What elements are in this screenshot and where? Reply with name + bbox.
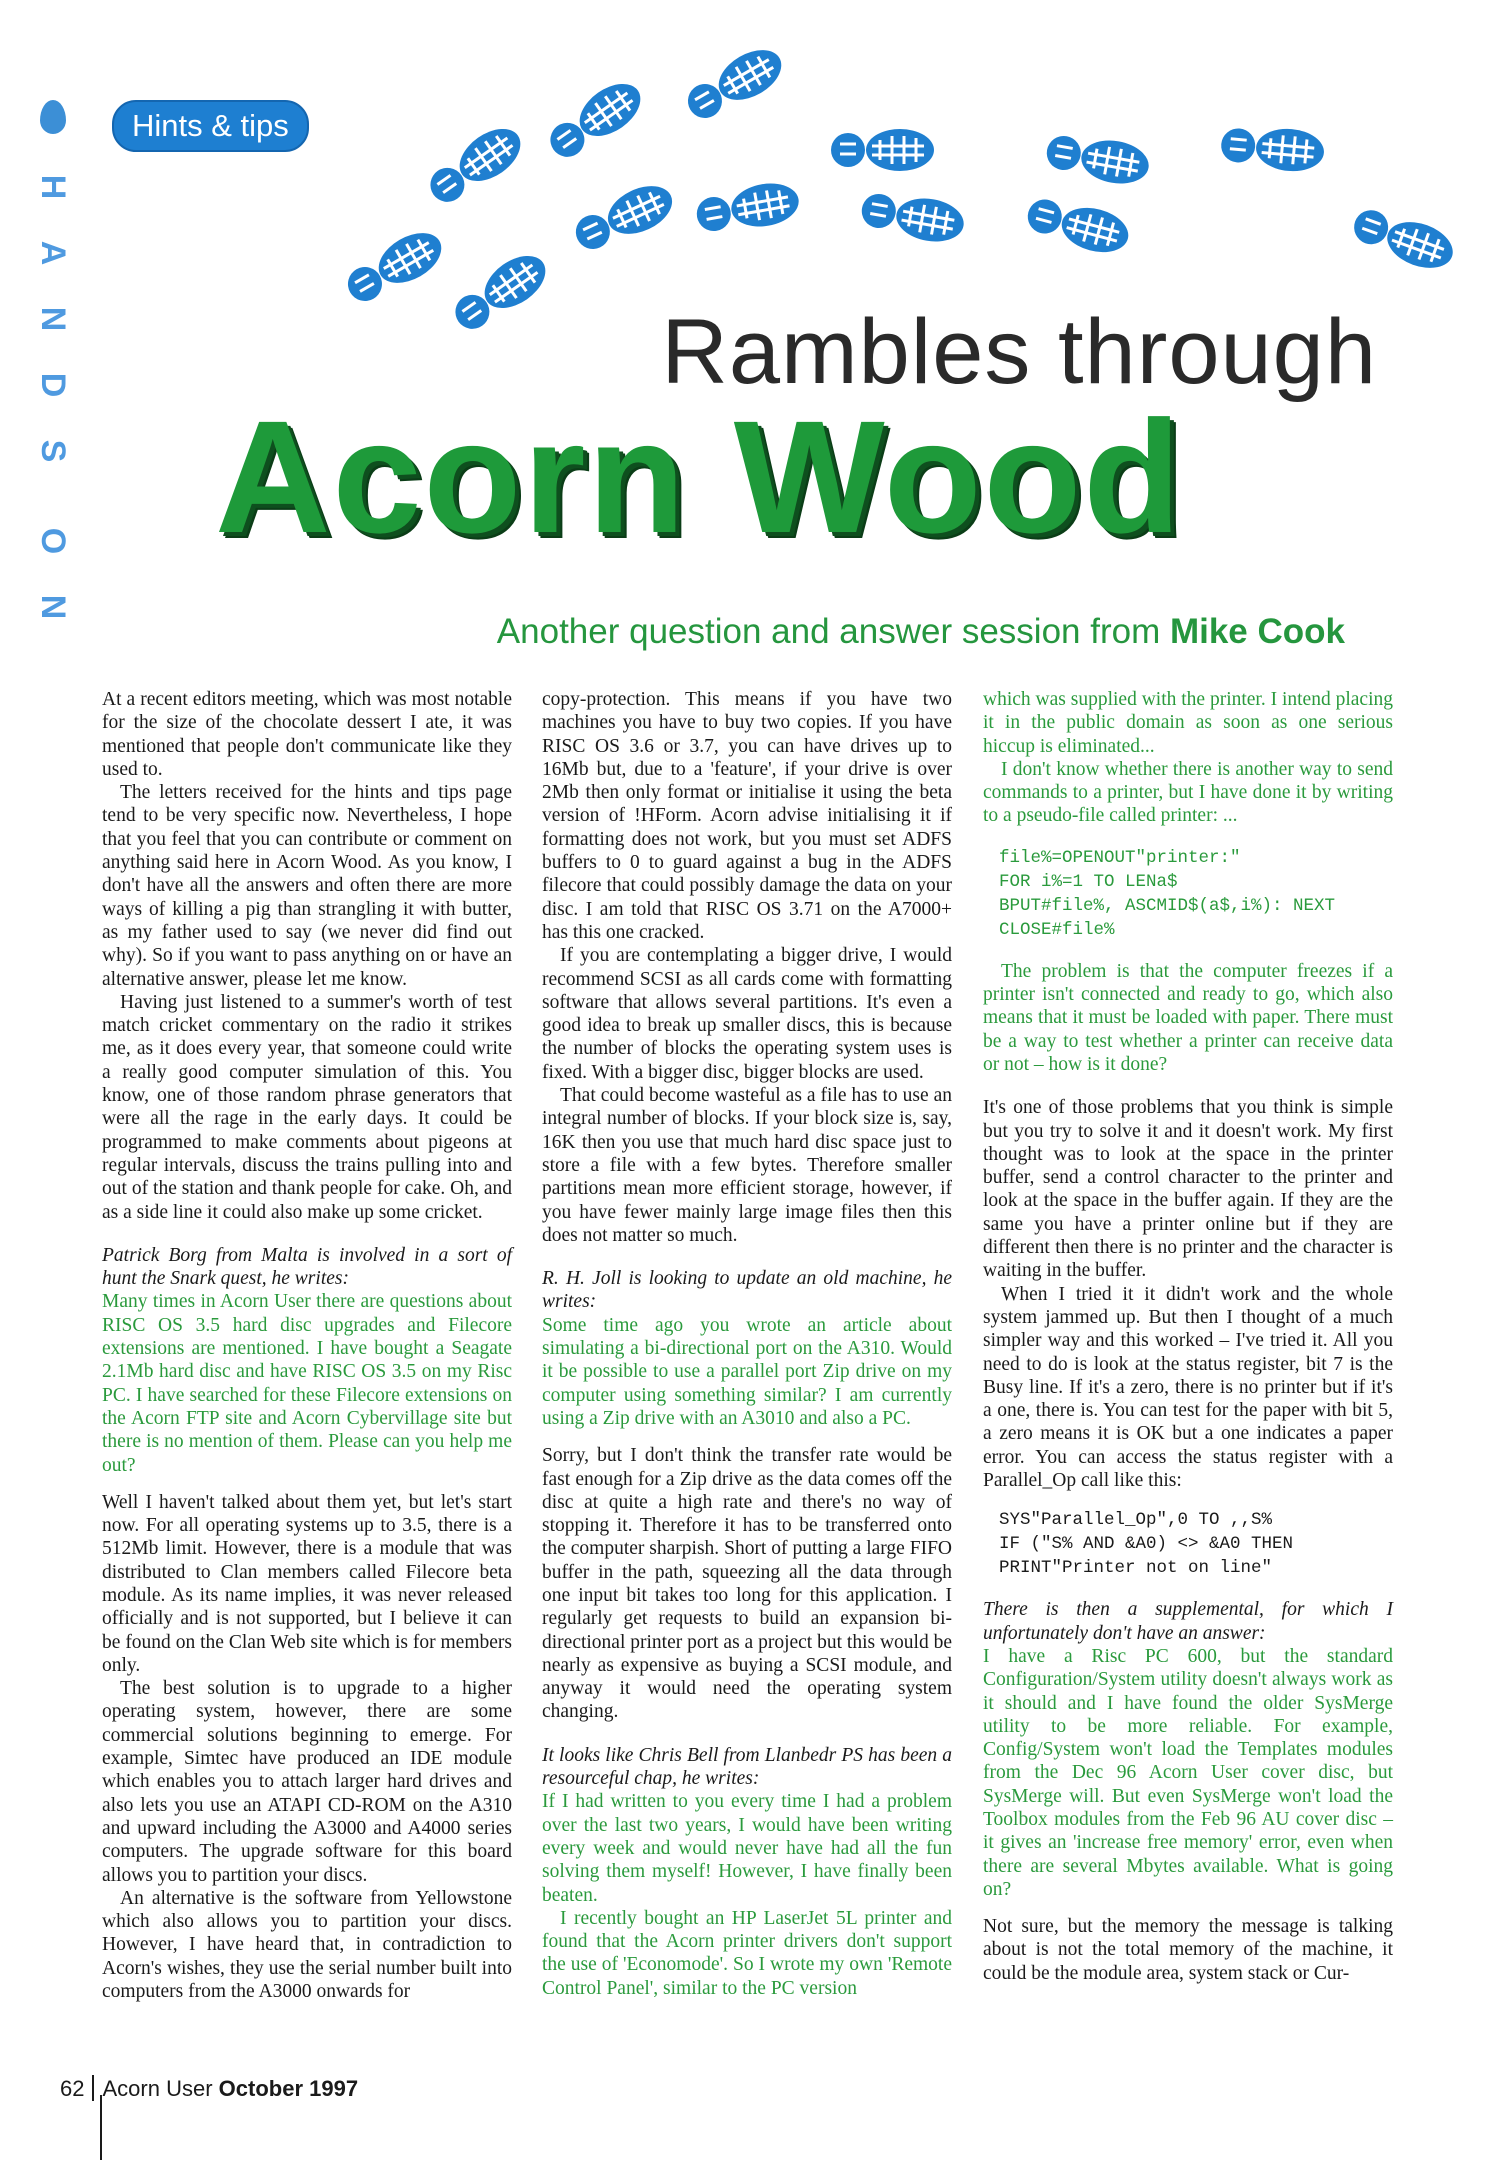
paragraph: The letters received for the hints and tips page tend to be very specific now. Nevertheless, I hope that you feel that you can contribute or comment on anything said here in Acorn Wood. As you know, I don't have all the answers and often there are more ways of killing a pig than strangling it with butter, as my father used to say (we never did find out why). So if you want to pass anything on or have an alternative answer, please let me know. xyxy=(102,782,512,990)
subtitle-prefix: Another question and answer session from xyxy=(496,612,1170,651)
paragraph: It's one of those problems that you think is simple but you try to solve it and it doesn't work. My first thought was to look at the space in the printer buffer, send a control character to the printer and look at the space in the buffer again. If they are the same you have a printer online but if they are different then there is no printer and the character is waiting in the buffer. xyxy=(983,1097,1393,1282)
reader-letter: which was supplied with the printer. I intend placing it in the public domain as soon as one serious hiccup is eliminated... xyxy=(983,689,1393,757)
paragraph: When I tried it it didn't work and the whole system jammed up. But then I thought of a much simpler way and this worked – I've tried it. All you need to do is look at the status register, bit 7 is the Busy line. If it's a zero, there is no printer but if it's a one, there is. You can test for the paper with bit 5, a zero means it is OK but a one indicates a paper error. You can access the status register with a Parallel_Op call like this: xyxy=(983,1283,1393,1492)
page-footer xyxy=(60,2075,358,2102)
side-letter: A xyxy=(34,240,72,266)
paragraph: Well I haven't talked about them yet, but let's start now. For all operating systems up to 3.5, there is a 512Mb limit. However, there is a module that was distributed to Clan members called Filecore beta module. As its name implies, it was never released officially and is not supported, but I believe it can be found on the Clan Web site which is for members only. xyxy=(102,1491,512,1676)
side-letter: H xyxy=(34,174,72,200)
paragraph: At a recent editors meeting, which was most notable for the size of the chocolate dessert I ate, it was mentioned that people don't communicate like they used to. xyxy=(102,689,512,780)
paragraph: An alternative is the software from Yellowstone which also allows you to partition your discs. However, I have heard that, in contradiction to Acorn's wishes, they use the serial number built into computers from the A3000 onwards for xyxy=(102,1887,512,2003)
reader-letter: I don't know whether there is another way to send commands to a printer, but I have done it by writing to a pseudo-file called printer: ... xyxy=(983,758,1393,827)
page-number: 62 xyxy=(60,2076,85,2101)
reader-letter: Many times in Acorn User there are questions about RISC OS 3.5 hard disc upgrades and Filecore extensions are mentioned. I have bought a Seagate 2.1Mb hard disc and have RISC OS 3.5 on my Risc PC. I have searched for these Filecore extensions on the Acorn FTP site and Acorn Cybervillage site but there is no mention of them. Please can you help me out? xyxy=(102,1291,512,1476)
column-1 xyxy=(102,688,512,2003)
side-letter: S xyxy=(34,439,72,463)
subtitle-author: Mike Cook xyxy=(1169,612,1345,651)
paragraph: If you are contemplating a bigger drive, I would recommend SCSI as all cards come with formatting software that allows several partitions. It's even a good idea to break up smaller discs, this is because the number of blocks the operating system uses is fixed. With a bigger disc, bigger blocks are used. xyxy=(542,945,952,1083)
reader-letter: If I had written to you every time I had a problem over the last two years, I would have been writing every week and would never have had all the fun solving them myself! However, I have finally been beaten. xyxy=(542,1791,952,1906)
issue-date: October 1997 xyxy=(218,2076,359,2101)
paragraph: copy-protection. This means if you have two machines you have to buy two copies. If you have RISC OS 3.6 or 3.7, you can have drives up to 16Mb but, due to a 'feature', if your drive is over 2Mb then only format or initialise it using the beta version of !HForm. Acorn advise initialising it if formatting does not work, but you must set ADFS buffers to 0 to guard against a bug in the ADFS filecore that could possibly damage the data on your disc. I am told that RISC OS 3.71 on the A7000+ has this one cracked. xyxy=(542,689,952,943)
letter-intro: R. H. Joll is looking to update an old machine, he writes: xyxy=(542,1268,952,1313)
paragraph: Having just listened to a summer's worth of test match cricket commentary on the radio it strikes me, as it does every year, that someone could write a really good computer simulation of this. You know, one of those random phrase generators that were all the rage in the early days. It could be programmed to make comments about pigeons at regular intervals, discuss the trains pulling into and out of the station and thank people for cake. Oh, and as a side line it could also make up some cricket. xyxy=(102,991,512,1223)
subtitle xyxy=(497,612,1345,652)
section-side-label xyxy=(28,100,78,640)
side-letter: O xyxy=(34,527,72,555)
paragraph: Sorry, but I don't think the transfer rate would be fast enough for a Zip drive as the data comes off the disc at quite a high rate and there's no way of stopping it. Therefore it has to be transferred onto the computer sharpish. Short of putting a large FIFO buffer in the path, squeezing all the data through one input bit takes too long for this application. I regularly get requests to build an expansion bi-directional printer port as a project but this would be nearly as expensive as buying a SCSI module, and anyway it would need the operating system changing. xyxy=(542,1445,952,1723)
letter-intro: There is then a supplemental, for which I unfortunately don't have an answer: xyxy=(983,1599,1393,1644)
side-letter: N xyxy=(34,306,72,332)
magazine-name: Acorn User xyxy=(102,2076,213,2101)
footer-rule xyxy=(100,2095,102,2160)
reader-letter: I recently bought an HP LaserJet 5L printer and found that the Acorn printer drivers don't support the use of 'Economode'. So I wrote my own 'Remote Control Panel', similar to the PC version xyxy=(542,1907,952,1999)
column-2 xyxy=(542,688,952,2000)
code-block: file%=OPENOUT"printer:" FOR i%=1 TO LENa$ BPUT#file%, ASCMID$(a$,i%): NEXT CLOSE#file% xyxy=(999,847,1336,940)
section-badge: Hints & tips xyxy=(112,100,309,152)
letter-intro: It looks like Chris Bell from Llanbedr PS has been a resourceful chap, he writes: xyxy=(542,1744,952,1790)
reader-letter: Some time ago you wrote an article about simulating a bi-directional port on the A310. Would it be possible to use a parallel port Zip drive on my computer using something similar? I am currently using a Zip drive with an A3010 and also a PC. xyxy=(542,1314,952,1429)
drop-logo-icon xyxy=(40,100,66,134)
paragraph: Not sure, but the memory the message is talking about is not the total memory of the machine, it could be the module area, system stack or Cur- xyxy=(983,1916,1393,1984)
paragraph: The best solution is to upgrade to a higher operating system, however, there are some commercial solutions beginning to emerge. For example, Simtec have produced an IDE module which enables you to attach larger hard drives and also lets you use an ATAPI CD-ROM on the A310 and upward including the A3000 and A4000 series computers. The upgrade software for this board allows you to partition your discs. xyxy=(102,1678,512,1886)
title-line-1: Rambles through xyxy=(661,301,1377,403)
column-3 xyxy=(983,688,1393,1985)
code-block: SYS"Parallel_Op",0 TO ,,S% IF ("S% AND &A0) <> &A0 THEN PRINT"Printer not on line" xyxy=(999,1510,1294,1579)
side-letter: D xyxy=(34,372,72,398)
reader-letter: I have a Risc PC 600, but the standard Configuration/System utility doesn't always work as it should and I have found the older SysMerge utility to be more reliable. For example, Config/System won't load the Templates modules from the Dec 96 Acorn User cover disc, but SysMerge will. But even SysMerge won't load the Toolbox modules from the Feb 96 AU cover disc – it gives an 'increase free memory' error, even when there are several Mbytes available. What is going on? xyxy=(983,1645,1393,1900)
title-line-2: Acorn Wood xyxy=(215,387,1184,566)
side-letter: N xyxy=(34,594,72,620)
paragraph: That could become wasteful as a file has to use an integral number of blocks. If your block size is, say, 16K then you use that much hard disc space just to store a file with a few bytes. Therefore smaller partitions mean more efficient storage, however, if you have fewer mainly large image files then this does not matter so much. xyxy=(542,1085,952,1246)
footprints-trail-icon xyxy=(340,50,1495,340)
letter-intro: Patrick Borg from Malta is involved in a sort of hunt the Snark quest, he writes: xyxy=(102,1244,512,1290)
reader-letter: The problem is that the computer freezes if a printer isn't connected and ready to go, which also means that it must be loaded with paper. There must be a way to test whether a printer can receive data or not – how is it done? xyxy=(983,960,1393,1075)
